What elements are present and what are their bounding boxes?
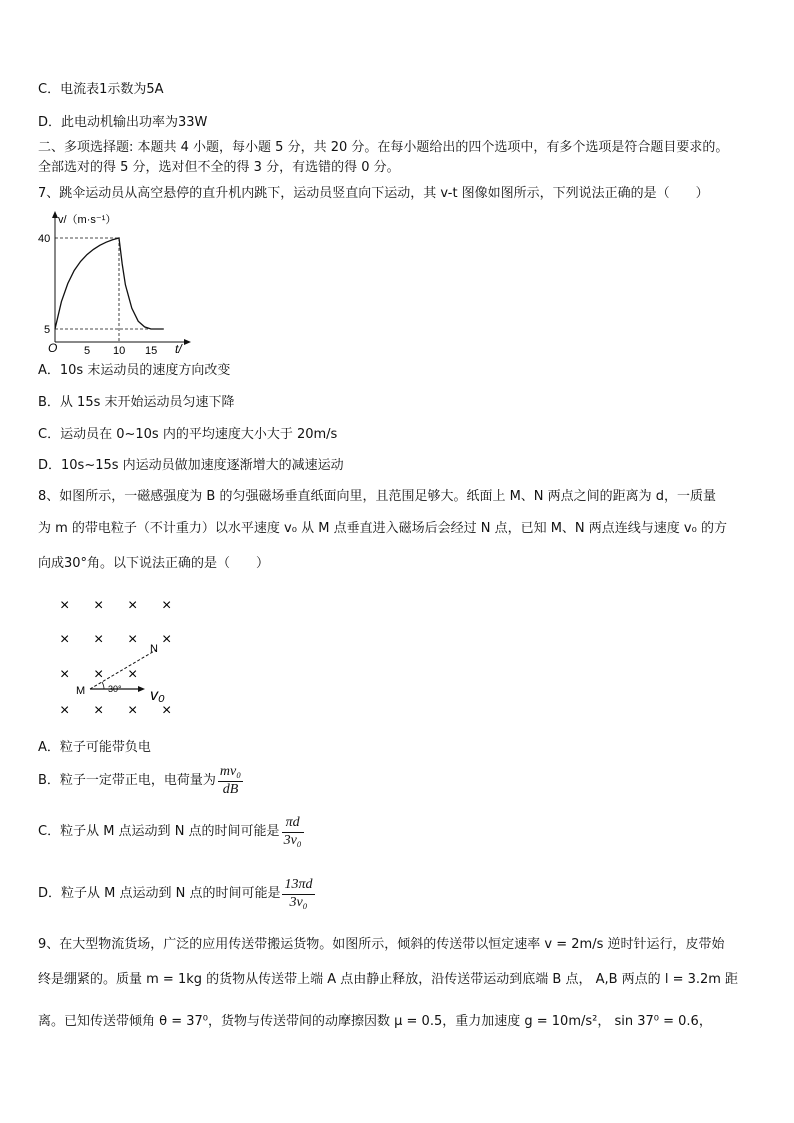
velocity-arrowhead: [138, 686, 145, 692]
q7-option-c: C．运动员在 0~10s 内的平均速度大小大于 20m/s: [38, 427, 338, 442]
vt-ylabel: v/（m·s⁻¹）: [58, 214, 117, 226]
field-cross: ×: [94, 702, 104, 719]
angle-label: 30°: [108, 684, 122, 694]
q8-option-a: A．粒子可能带负电: [38, 740, 151, 755]
q8-stem-line3: 向成30°角。以下说法正确的是（ ）: [38, 556, 270, 571]
field-cross: ×: [60, 702, 70, 719]
q7-option-b: B．从 15s 末开始运动员匀速下降: [38, 395, 235, 410]
section2-line2: 全部选对的得 5 分，选对但不全的得 3 分，有选错的得 0 分。: [38, 160, 400, 175]
q8-option-c-fraction: [282, 815, 304, 850]
q8-option-b-fraction: [218, 764, 243, 799]
magnetic-field-figure: [52, 592, 192, 724]
velocity-label: v₀: [150, 687, 165, 704]
q8-option-d-denominator: 3v₀: [289, 894, 308, 910]
field-cross: ×: [60, 631, 70, 648]
q8-option-b: [38, 764, 760, 799]
field-cross: ×: [94, 666, 104, 683]
field-cross: ×: [162, 702, 172, 719]
q6-option-c: C．电流表1示数为5A: [38, 82, 164, 97]
field-cross: ×: [162, 597, 172, 614]
vt-x-tick-label: 10: [113, 345, 126, 357]
vt-y-tick-label: 5: [44, 324, 51, 336]
field-cross: ×: [94, 597, 104, 614]
field-cross: ×: [128, 702, 138, 719]
vt-x-tick-label: 15: [145, 345, 158, 357]
q8-option-b-numerator: mv₀: [218, 764, 243, 782]
field-cross: ×: [128, 597, 138, 614]
field-cross: ×: [128, 666, 138, 683]
vt-y-tick-label: 40: [38, 233, 51, 245]
q6-option-d: D．此电动机输出功率为33W: [38, 115, 208, 130]
angle-arc: [102, 682, 104, 689]
q9-line2: 终是绷紧的。质量 m = 1kg 的货物从传送带上端 A 点由静止释放，沿传送带运动到底端 B 点， A,B 两点的 l = 3.2m 距: [38, 972, 739, 987]
q7-stem: 7、跳伞运动员从高空悬停的直升机内跳下，运动员竖直向下运动，其 v-t 图像如图所示，下列说法正确的是（ ）: [38, 186, 709, 201]
field-cross: ×: [60, 666, 70, 683]
vt-graph: [38, 208, 198, 360]
q8-stem-line2: 为 m 的带电粒子（不计重力）以水平速度 v₀ 从 M 点垂直进入磁场后会经过 N 点，已知 M、N 两点连线与速度 v₀ 的方: [38, 521, 727, 536]
field-cross: ×: [162, 631, 172, 648]
q8-option-d-text: D．粒子从 M 点运动到 N 点的时间可能是: [38, 885, 281, 901]
q8-option-b-denominator: dB: [222, 781, 239, 797]
q7-option-a: A．10s 末运动员的速度方向改变: [38, 363, 231, 378]
vt-origin: O: [48, 341, 58, 355]
vt-series-line: [55, 238, 164, 329]
q8-option-c-numerator: πd: [282, 815, 304, 833]
field-cross: ×: [128, 631, 138, 648]
q8-stem-line1: 8、如图所示，一磁感强度为 B 的匀强磁场垂直纸面向里，且范围足够大。纸面上 M、N 两点之间的距离为 d，一质量: [38, 489, 717, 504]
q8-option-c-denominator: 3v₀: [283, 832, 302, 848]
field-cross: ×: [94, 631, 104, 648]
q8-option-c-text: C．粒子从 M 点运动到 N 点的时间可能是: [38, 823, 280, 839]
point-m-label: M: [76, 685, 86, 697]
q7-option-d: D．10s~15s 内运动员做加速度逐渐增大的减速运动: [38, 458, 344, 473]
q8-option-d-fraction: [282, 877, 314, 912]
q9-line1: 9、在大型物流货场，广泛的应用传送带搬运货物。如图所示，倾斜的传送带以恒定速率 v = 2m/s 逆时针运行，皮带始: [38, 937, 725, 952]
field-cross: ×: [60, 597, 70, 614]
section2-line1: 二、多项选择题: 本题共 4 小题，每小题 5 分，共 20 分。在每小题给出的四个选项中，有多个选项是符合题目要求的。: [38, 140, 729, 155]
q8-option-b-text: B．粒子一定带正电，电荷量为: [38, 772, 216, 788]
point-n-label: N: [150, 643, 158, 655]
vt-xlabel: t/: [175, 342, 182, 356]
q8-option-c: [38, 815, 760, 850]
vt-x-arrow: [184, 339, 191, 345]
q8-option-d: [38, 877, 760, 912]
vt-x-tick-label: 5: [84, 345, 91, 357]
q9-line3: 离。已知传送带倾角 θ = 37⁰，货物与传送带间的动摩擦因数 μ = 0.5，重力加速度 g = 10m/s²， sin 37⁰ = 0.6，: [38, 1014, 712, 1029]
q8-option-d-numerator: 13πd: [282, 877, 314, 895]
